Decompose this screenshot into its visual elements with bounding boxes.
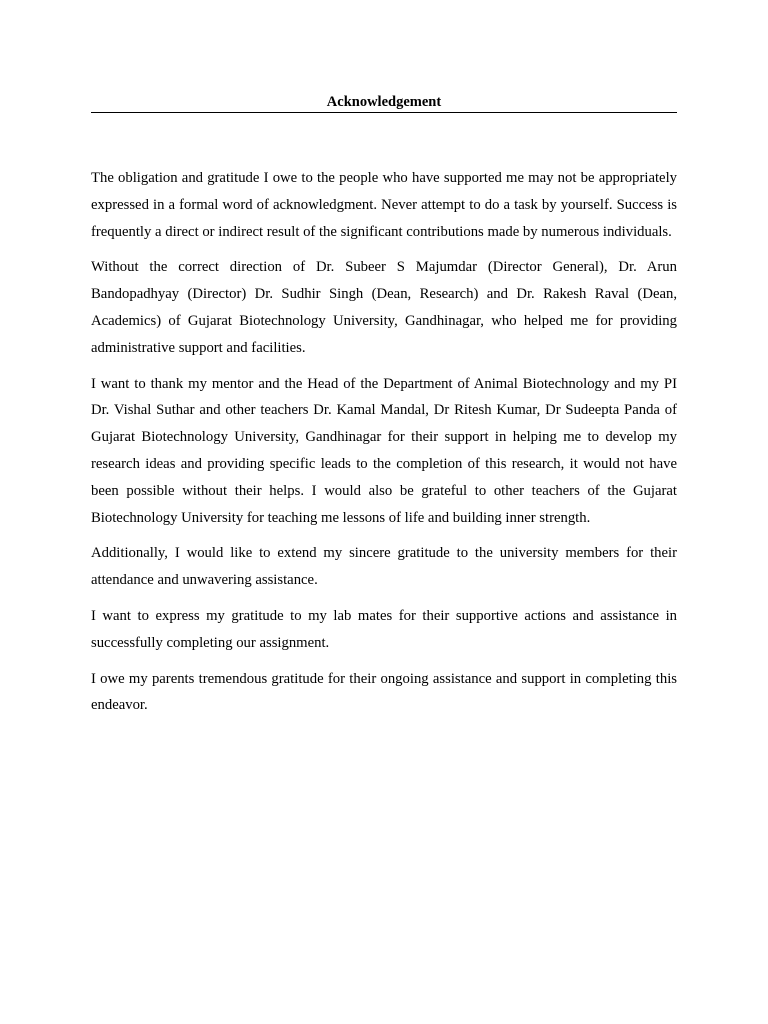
page-title: Acknowledgement [326, 94, 442, 110]
paragraph-mentor: I want to thank my mentor and the Head of the Department of Animal Biotechnology and my PI Dr. Vishal Suthar and other teachers Dr. Kamal Mandal, Dr Ritesh Kumar, Dr Sudeepta Panda of Gujarat Biotechnology University, Gandhinagar for their support in helping me to develop my research ideas and providing specific leads to the completion of this research, it would not have been possible without their helps. I would also be grateful to other teachers of the Gujarat Biotechnology University for teaching me lessons of life and building inner strength. [91, 375, 677, 526]
title-block [91, 93, 677, 113]
paragraph-university-members: Additionally, I would like to extend my sincere gratitude to the university members for their attendance and unwavering assistance. [91, 545, 677, 589]
paragraph-gratitude-intro: The obligation and gratitude I owe to the people who have supported me may not be appropriately expressed in a formal word of acknowledgment. Never attempt to do a task by yourself. Success is frequently a direct or indirect result of the significant contributions made by numerous individuals. [91, 170, 677, 240]
paragraph-direction: Without the correct direction of Dr. Subeer S Majumdar (Director General), Dr. Arun Bandopadhyay (Director) Dr. Sudhir Singh (Dean, Research) and Dr. Rakesh Raval (Dean, Academics) of Gujarat Biotechnology University, Gandhinagar, who helped me for providing administrative support and facilities. [91, 259, 677, 356]
paragraph-lab-mates: I want to express my gratitude to my lab mates for their supportive actions and assistance in successfully completing our assignment. [91, 607, 677, 651]
paragraph-parents: I owe my parents tremendous gratitude for their ongoing assistance and support in completing this endeavor. [91, 670, 677, 714]
document-body [91, 165, 677, 728]
